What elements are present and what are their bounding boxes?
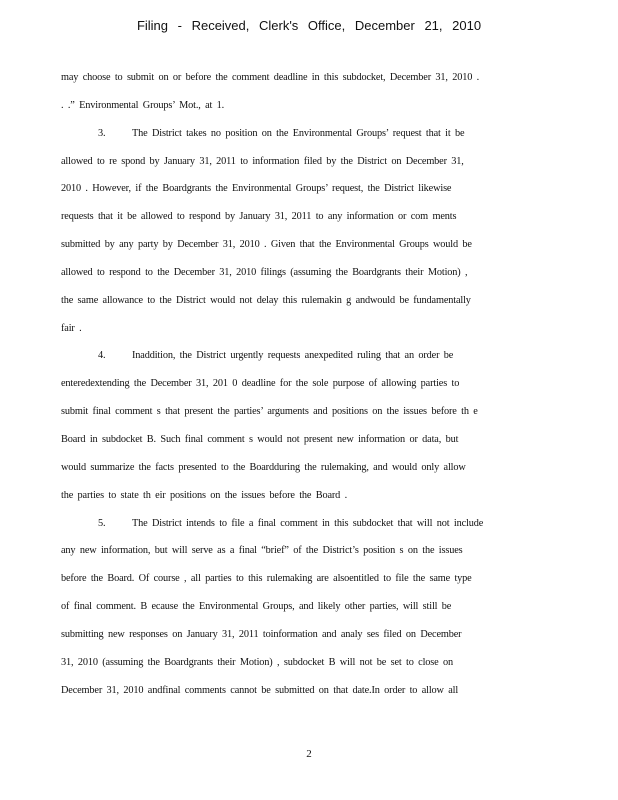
line-text: the parties to state th eir positions on the issues before the Board .	[61, 489, 348, 501]
paragraph-number: 3.	[98, 127, 106, 139]
text-line	[61, 537, 531, 565]
text-line	[61, 398, 531, 426]
text-line	[61, 287, 531, 315]
line-text: Inaddition, the District urgently requests anexpedited ruling that an order be	[132, 350, 454, 362]
filing-stamp-header: Filing - Received, Clerk's Office, December 21, 2010	[136, 18, 482, 33]
line-text: allowed to respond to the December 31, 2010 filings (assuming the Boardgrants their Motion) ,	[61, 266, 468, 278]
text-line	[61, 621, 531, 649]
line-text: submit final comment s that present the parties’ arguments and positions on the issues before th e	[61, 406, 478, 418]
line-text: any new information, but will serve as a final “brief” of the District’s position s on the issues	[61, 545, 463, 557]
text-line	[61, 342, 531, 370]
document-body	[61, 64, 531, 704]
line-text: Board in subdocket B. Such final comment s would not present new information or data, but	[61, 433, 459, 445]
text-line	[61, 454, 531, 482]
line-text: enteredextending the December 31, 201 0 deadline for the sole purpose of allowing parties to	[61, 378, 460, 390]
line-text: December 31, 2010 andfinal comments cannot be submitted on that date.In order to allow all	[61, 684, 459, 696]
paragraph-number: 4.	[98, 350, 106, 362]
text-line	[61, 649, 531, 677]
text-line	[61, 148, 531, 176]
text-line	[61, 315, 531, 343]
text-line	[61, 482, 531, 510]
line-text: 31, 2010 (assuming the Boardgrants their Motion) , subdocket B will not be set to close on	[61, 656, 453, 668]
line-text: requests that it be allowed to respond by January 31, 2011 to any information or com ments	[61, 211, 457, 223]
line-text: of final comment. B ecause the Environmental Groups, and likely other parties, will still be	[61, 601, 452, 613]
line-text: The District takes no position on the Environmental Groups’ request that it be	[132, 127, 465, 139]
line-text: . .” Environmental Groups’ Mot., at 1.	[61, 99, 225, 111]
text-line	[61, 370, 531, 398]
line-text: submitted by any party by December 31, 2010 . Given that the Environmental Groups would be	[61, 239, 472, 251]
text-line	[61, 593, 531, 621]
line-text: before the Board. Of course , all parties to this rulemaking are alsoentitled to file the same type	[61, 573, 472, 585]
line-text: would summarize the facts presented to the Boardduring the rulemaking, and would only allow	[61, 461, 466, 473]
text-line	[61, 64, 531, 92]
text-line	[61, 426, 531, 454]
text-line	[61, 677, 531, 705]
line-text: The District intends to file a final comment in this subdocket that will not include	[132, 517, 484, 529]
text-line	[61, 510, 531, 538]
text-line	[61, 259, 531, 287]
text-line	[61, 120, 531, 148]
text-line	[61, 231, 531, 259]
paragraph-number: 5.	[98, 517, 106, 529]
line-text: may choose to submit on or before the comment deadline in this subdocket, December 31, 2010 .	[61, 72, 480, 83]
text-line	[61, 175, 531, 203]
line-text: allowed to re spond by January 31, 2011 to information filed by the District on December 31,	[61, 155, 464, 167]
text-line	[61, 92, 531, 120]
text-line	[61, 565, 531, 593]
text-line	[61, 203, 531, 231]
line-text: the same allowance to the District would not delay this rulemakin g andwould be fundamentally	[61, 294, 471, 306]
line-text: fair .	[61, 322, 82, 334]
line-text: submitting new responses on January 31, 2011 toinformation and analy ses filed on December	[61, 628, 462, 640]
page-number: 2	[306, 748, 312, 760]
line-text: 2010 . However, if the Boardgrants the Environmental Groups’ request, the District likewise	[61, 183, 452, 195]
